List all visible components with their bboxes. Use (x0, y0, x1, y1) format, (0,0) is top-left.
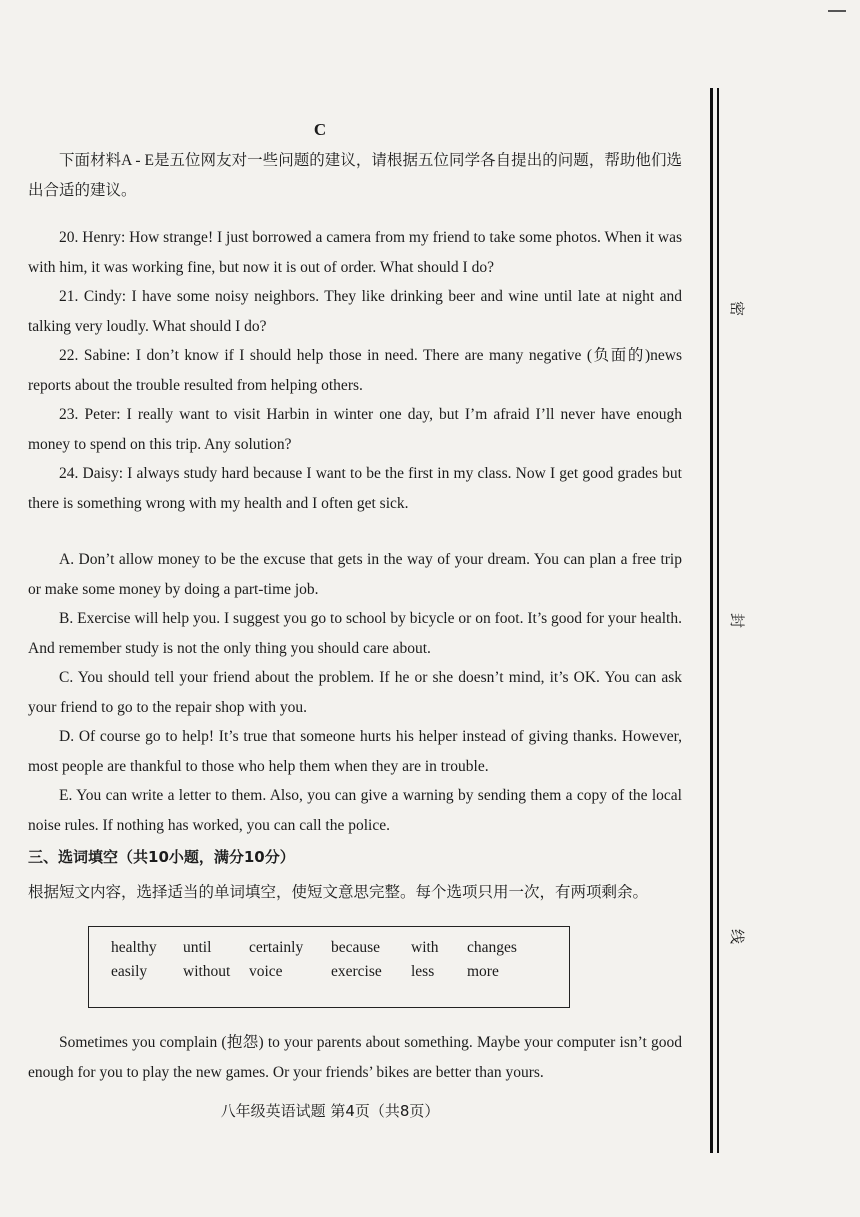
binding-label-mi: 密 (728, 300, 747, 317)
page-footer: 八年级英语试题 第4页（共8页） (220, 1102, 440, 1120)
passage-text: Sometimes you complain (抱怨) to your parents about something. Maybe your computer isn’t good enough for you to play the new games. Or your friends’ bikes are better than yours. (28, 1034, 682, 1081)
binding-line (717, 88, 719, 1153)
answer-a: A. Don’t allow money to be the excuse that gets in the way of your dream. You can plan a free trip or make some money by doing a part-time job. (28, 551, 682, 598)
question-24: 24. Daisy: I always study hard because I want to be the first in my class. Now I get good grades but there is something wrong with my health and I often get sick. (28, 465, 682, 512)
word-item: because (331, 939, 381, 956)
question-23: 23. Peter: I really want to visit Harbin in winter one day, but I’m afraid I’ll never have enough money to spend on this trip. Any solution? (28, 406, 682, 453)
passage (28, 1028, 682, 1087)
question-21: 21. Cindy: I have some noisy neighbors. They like drinking beer and wine until late at night and talking very loudly. What should I do? (28, 288, 682, 335)
word-item: exercise (331, 963, 382, 980)
question-22: 22. Sabine: I don’t know if I should help those in need. There are many negative (负面的)news reports about the trouble resulted from helping others. (28, 347, 682, 394)
word-item: more (467, 963, 499, 980)
word-item: voice (249, 963, 283, 980)
binding-label-xian: 线 (728, 928, 747, 945)
question-list (28, 223, 682, 518)
answer-d: D. Of course go to help! It’s true that someone hurts his helper instead of giving thanks. However, most people are thankful to those who help them when they are in trouble. (28, 728, 682, 775)
word-bank-box (88, 926, 570, 1008)
answer-e: E. You can write a letter to them. Also, you can give a warning by sending them a copy of the local noise rules. If nothing has worked, you can call the police. (28, 787, 682, 834)
question-20: 20. Henry: How strange! I just borrowed a camera from my friend to take some photos. When it was with him, it was working fine, but now it is out of order. What should I do? (28, 229, 682, 276)
word-bank (111, 939, 527, 981)
word-item: certainly (249, 939, 304, 956)
section-intro (28, 146, 682, 205)
corner-mark (828, 10, 846, 12)
word-item: less (411, 963, 435, 980)
answer-b: B. Exercise will help you. I suggest you go to school by bicycle or on foot. It’s good for your health. And remember study is not the only thing you should care about. (28, 610, 682, 657)
answer-list (28, 545, 682, 840)
binding-line (710, 88, 713, 1153)
word-item: with (411, 939, 439, 956)
answer-c: C. You should tell your friend about the problem. If he or she doesn’t mind, it’s OK. You can ask your friend to go to the repair shop with you. (28, 669, 682, 716)
word-item: without (183, 963, 231, 980)
word-item: until (183, 939, 212, 956)
word-item: changes (467, 939, 517, 956)
binding-label-feng: 封 (728, 612, 747, 629)
section3-title: 三、选词填空（共10小题，满分10分） (28, 848, 295, 866)
word-item: healthy (111, 939, 157, 956)
section3-instruction: 根据短文内容，选择适当的单词填空，使短文意思完整。每个选项只用一次，有两项剩余。 (28, 884, 649, 901)
intro-text: 下面材料A - E是五位网友对一些问题的建议，请根据五位同学各自提出的问题，帮助他们选出合适的建议。 (28, 152, 682, 199)
section-letter: C (313, 120, 327, 139)
word-item: easily (111, 963, 148, 980)
